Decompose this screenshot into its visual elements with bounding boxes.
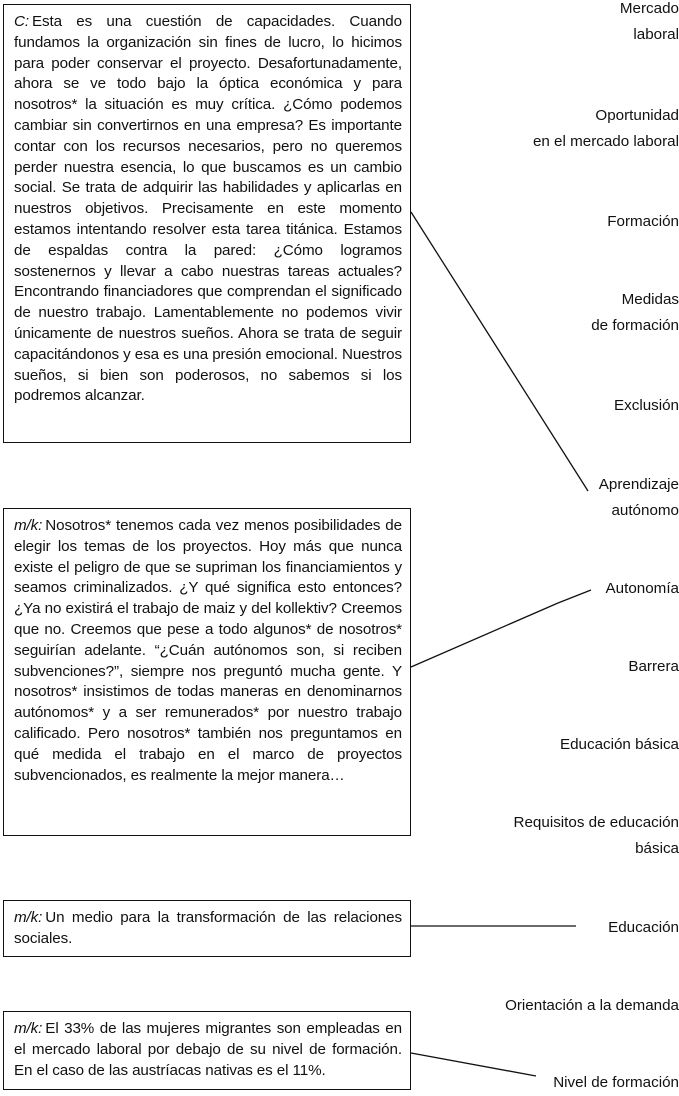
keyword-nivel-formacion: Nivel de formación <box>553 1074 679 1091</box>
quote-text: Un medio para la transformación de las relaciones sociales. <box>14 909 402 947</box>
quote-speaker: C: <box>14 13 29 30</box>
quote-speaker: m/k: <box>14 909 43 926</box>
keyword-educacion: Educación <box>608 919 679 936</box>
keyword-oportunidad: Oportunidad en el mercado laboral <box>532 107 679 150</box>
keyword-medidas-formacion: Medidas de formación <box>591 291 679 334</box>
connector-autonomia-box <box>411 603 558 667</box>
connector-autonomia-keyword <box>558 590 591 603</box>
quote-speaker: m/k: <box>14 517 43 534</box>
quote-text: Nosotros* tenemos cada vez menos posibilidades de elegir los temas de los proyectos. Hoy más que nunca existe el peligro de que se supriman los financiamientos y seamos criminalizados. ¿Y qué significa esto entonces? ¿Ya no existirá el trabajo de maiz y del kollektiv? Creemos que no. Creemos que pese a todo algunos* de nosotros* seguirían adelante. “¿Cuán autónomos son, si reciben subvenciones?”, siempre nos preguntó mucha gente. Y nosotros* insistimos de todas maneras en denominarnos autónomos* y a ser remunerados* por nuestro trabajo calificado. Pero nosotros* también nos preguntamos en qué medida el trabajo en el marco de proyectos subvencionados, es realmente la mejor manera… <box>14 517 402 784</box>
keyword-orientacion-demanda: Orientación a la demanda <box>505 997 679 1014</box>
quote-text: El 33% de las mujeres migrantes son empleadas en el mercado laboral por debajo de su nivel de formación. En el caso de las austríacas nativas es el 11%. <box>14 1020 402 1079</box>
connector-capacidades-aprendizaje <box>411 212 588 491</box>
keyword-aprendizaje-autonomo: Aprendizaje autónomo <box>598 476 679 519</box>
keyword-requisitos-educacion: Requisitos de educación básica <box>513 814 679 857</box>
quote-text: Esta es una cuestión de capacidades. Cuando fundamos la organización sin fines de lucro, lo hicimos para poder conservar el proyecto. Desafortunadamente, ahora se ve todo bajo la óptica económica y para nosotros* la situación es muy crítica. ¿Cómo podemos cambiar sin convertirnos en una empresa? Es importante contar con los recursos necesarios, pero no queremos perder nuestra esencia, lo que buscamos es un cambio social. Se trata de adquirir las habilidades y aplicarlas en nuestros objetivos. Precisamente en este momento estamos intentando resolver esta tarea titánica. Estamos de espaldas contra la pared: ¿Cómo logramos sostenernos y llevar a cabo nuestras tareas actuales? Encontrando financiadores que comprendan el significado de nuestro trabajo. Lamentablemente no podemos vivir únicamente de nuestros sueños. Ahora se trata de seguir capacitándonos y esa es una presión emocional. Nuestros sueños, si bien son poderosos, no sabemos si los podremos alcanzar. <box>14 13 402 405</box>
keyword-educacion-basica: Educación básica <box>559 736 679 753</box>
keyword-mercado-laboral: Mercado laboral <box>619 0 679 43</box>
quote-speaker: m/k: <box>14 1020 43 1037</box>
keyword-barrera: Barrera <box>628 658 679 675</box>
keyword-formacion: Formación <box>607 213 679 230</box>
connector-nivel-formacion <box>411 1053 536 1076</box>
keyword-exclusion: Exclusión <box>614 397 679 414</box>
keyword-autonomia: Autonomía <box>605 580 679 597</box>
